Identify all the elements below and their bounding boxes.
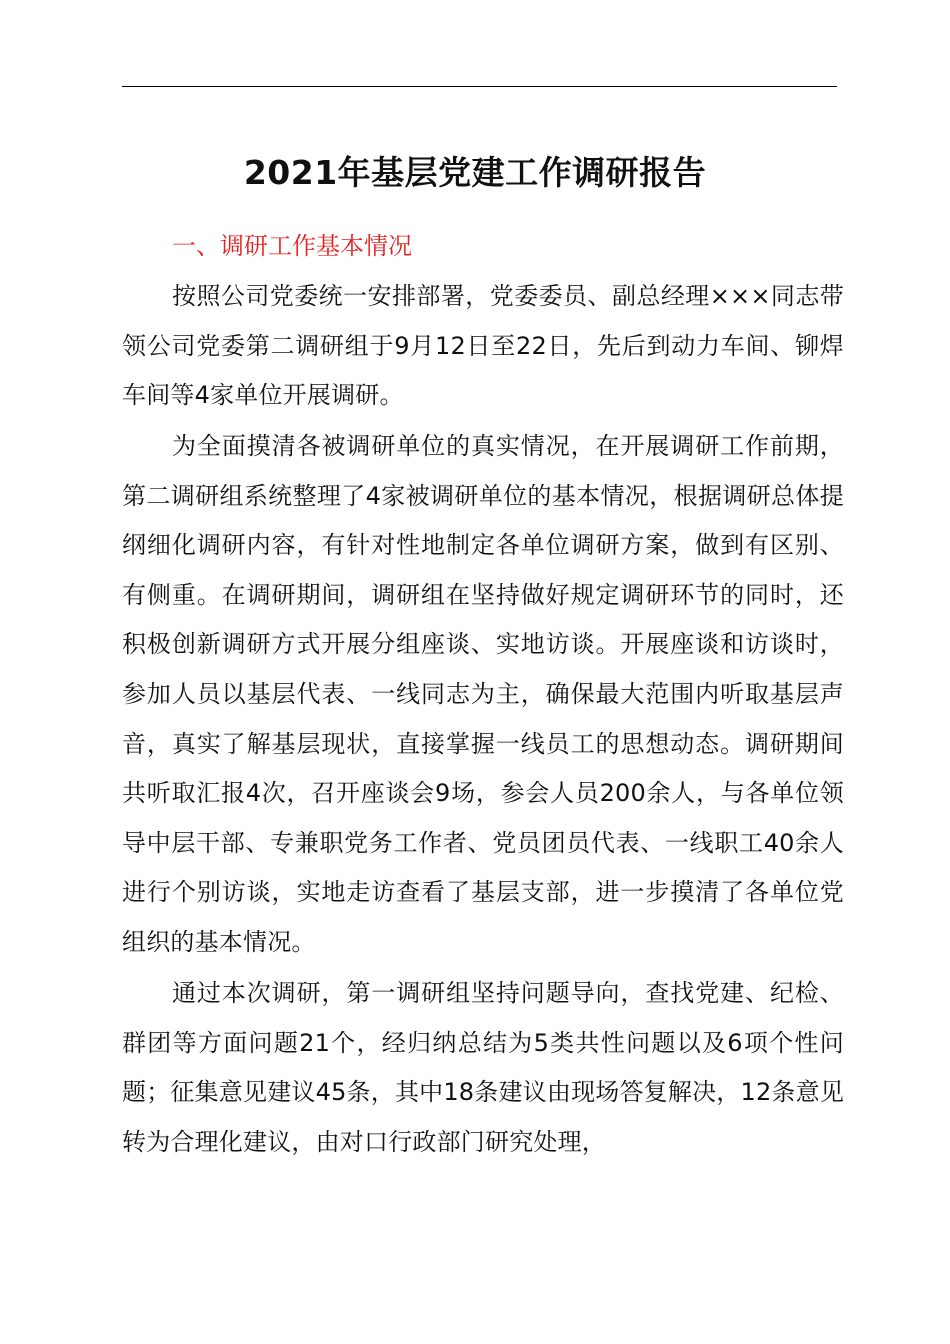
paragraph-2: 为全面摸清各被调研单位的真实情况，在开展调研工作前期，第二调研组系统整理了4家被调研单位的基本情况，根据调研总体提纲细化调研内容，有针对性地制定各单位调研方案，做到有区别、有侧重。在调研期间，调研组在坚持做好规定调研环节的同时，还积极创新调研方式开展分组座谈、实地访谈。开展座谈和访谈时，参加人员以基层代表、一线同志为主，确保最大范围内听取基层声音，真实了解基层现状，直接掌握一线员工的思想动态。调研期间共听取汇报4次，召开座谈会9场，参会人员200余人，与各单位领导中层干部、专兼职党务工作者、党员团员代表、一线职工40余人进行个别访谈，实地走访查看了基层支部，进一步摸清了各单位党组织的基本情况。	[122, 432, 844, 956]
document-title: 2021年基层党建工作调研报告	[243, 153, 707, 192]
section-heading: 一、调研工作基本情况	[172, 232, 412, 260]
header-rule	[122, 86, 837, 87]
paragraph-3: 通过本次调研，第一调研组坚持问题导向，查找党建、纪检、群团等方面问题21个，经归纳总结为5类共性问题以及6项个性问题；征集意见建议45条，其中18条建议由现场答复解决，12条意见转为合理化建议，由对口行政部门研究处理，	[122, 979, 845, 1156]
paragraph-1: 按照公司党委统一安排部署，党委委员、副总经理×××同志带领公司党委第二调研组于9月12日至22日，先后到动力车间、铆焊车间等4家单位开展调研。	[122, 282, 844, 410]
